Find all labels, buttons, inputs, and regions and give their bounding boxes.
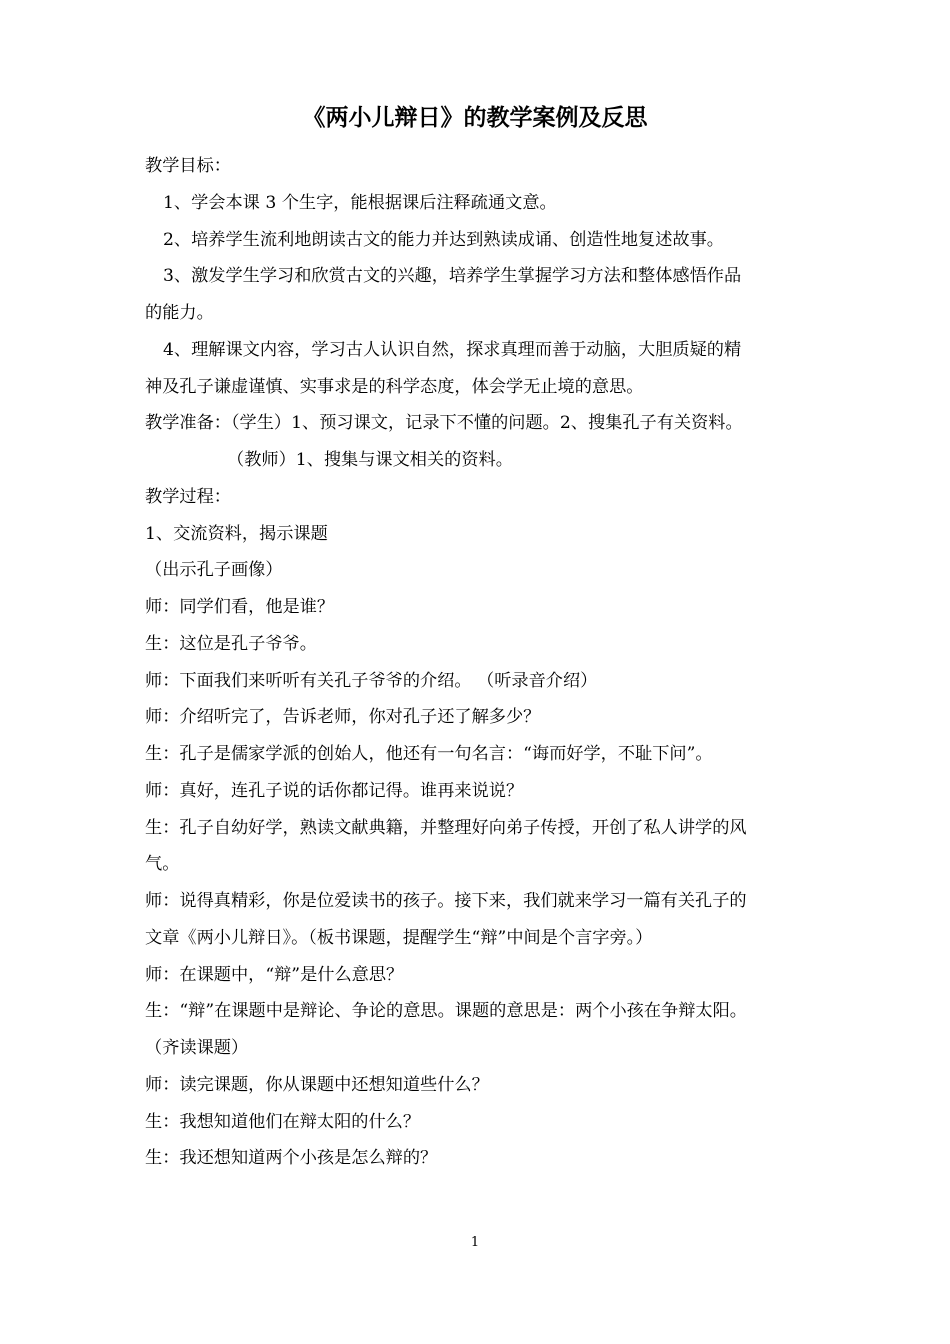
paragraph-line: 生：孔子自幼好学，熟读文献典籍，并整理好向弟子传授，开创了私人讲学的风: [145, 817, 747, 838]
paragraph-line: 生：“辩”在课题中是辩论、争论的意思。课题的意思是：两个小孩在争辩太阳。: [145, 1001, 747, 1022]
paragraph-line: 教学准备：（学生）1、预习课文，记录下不懂的问题。2、搜集孔子有关资料。: [145, 413, 743, 434]
paragraph-line: 的能力。: [145, 303, 214, 323]
paragraph-line: （齐读课题）: [145, 1038, 249, 1058]
paragraph-line: 师：下面我们来听听有关孔子爷爷的介绍。 （听录音介绍）: [145, 670, 598, 691]
paragraph-line: 教学过程：: [145, 486, 231, 507]
paragraph-line: 4、理解课文内容，学习古人认识自然，探求真理而善于动脑，大胆质疑的精: [163, 339, 742, 360]
paragraph-line: 生：我想知道他们在辩太阳的什么？: [145, 1111, 421, 1132]
paragraph-line: 教学目标：: [145, 156, 231, 176]
paragraph-line: 气。: [145, 854, 180, 875]
paragraph-line: 师：说得真精彩，你是位爱读书的孩子。接下来，我们就来学习一篇有关孔子的: [145, 891, 747, 911]
document-title: 《两小儿辩日》的教学案例及反思: [302, 104, 648, 131]
paragraph-line: 师：真好，连孔子说的话你都记得。谁再来说说？: [145, 780, 524, 801]
paragraph-line: 师：读完课题，你从课题中还想知道些什么？: [145, 1074, 489, 1095]
paragraph-line: 神及孔子谦虚谨慎、实事求是的科学态度，体会学无止境的意思。: [145, 376, 644, 397]
paragraph-line: （出示孔子画像）: [145, 560, 283, 581]
paragraph-line: （教师）1、搜集与课文相关的资料。: [227, 450, 513, 470]
paragraph-line: 1、交流资料，揭示课题: [145, 523, 328, 544]
paragraph-line: 2、培养学生流利地朗读古文的能力并达到熟读成诵、创造性地复述故事。: [163, 229, 724, 250]
paragraph-line: 师：在课题中，“辩”是什么意思？: [145, 964, 404, 985]
paragraph-line: 师：介绍听完了，告诉老师，你对孔子还了解多少？: [145, 707, 541, 728]
paragraph-line: 师：同学们看，他是谁？: [145, 597, 335, 617]
page-number: 1: [470, 1235, 480, 1250]
paragraph-line: 文章《两小儿辩日》。（板书课题，提醒学生“辩”中间是个言字旁。）: [145, 927, 653, 948]
paragraph-line: 生：我还想知道两个小孩是怎么辩的？: [145, 1148, 438, 1169]
paragraph-line: 3、激发学生学习和欣赏古文的兴趣，培养学生掌握学习方法和整体感悟作品: [163, 266, 742, 287]
document-body: [145, 148, 820, 1177]
paragraph-line: 生：孔子是儒家学派的创始人，他还有一句名言：“诲而好学，不耻下问”。: [145, 744, 713, 764]
paragraph-line: 生：这位是孔子爷爷。: [145, 633, 317, 654]
paragraph-line: 1、学会本课 3 个生字，能根据课后注释疏通文意。: [163, 192, 557, 213]
